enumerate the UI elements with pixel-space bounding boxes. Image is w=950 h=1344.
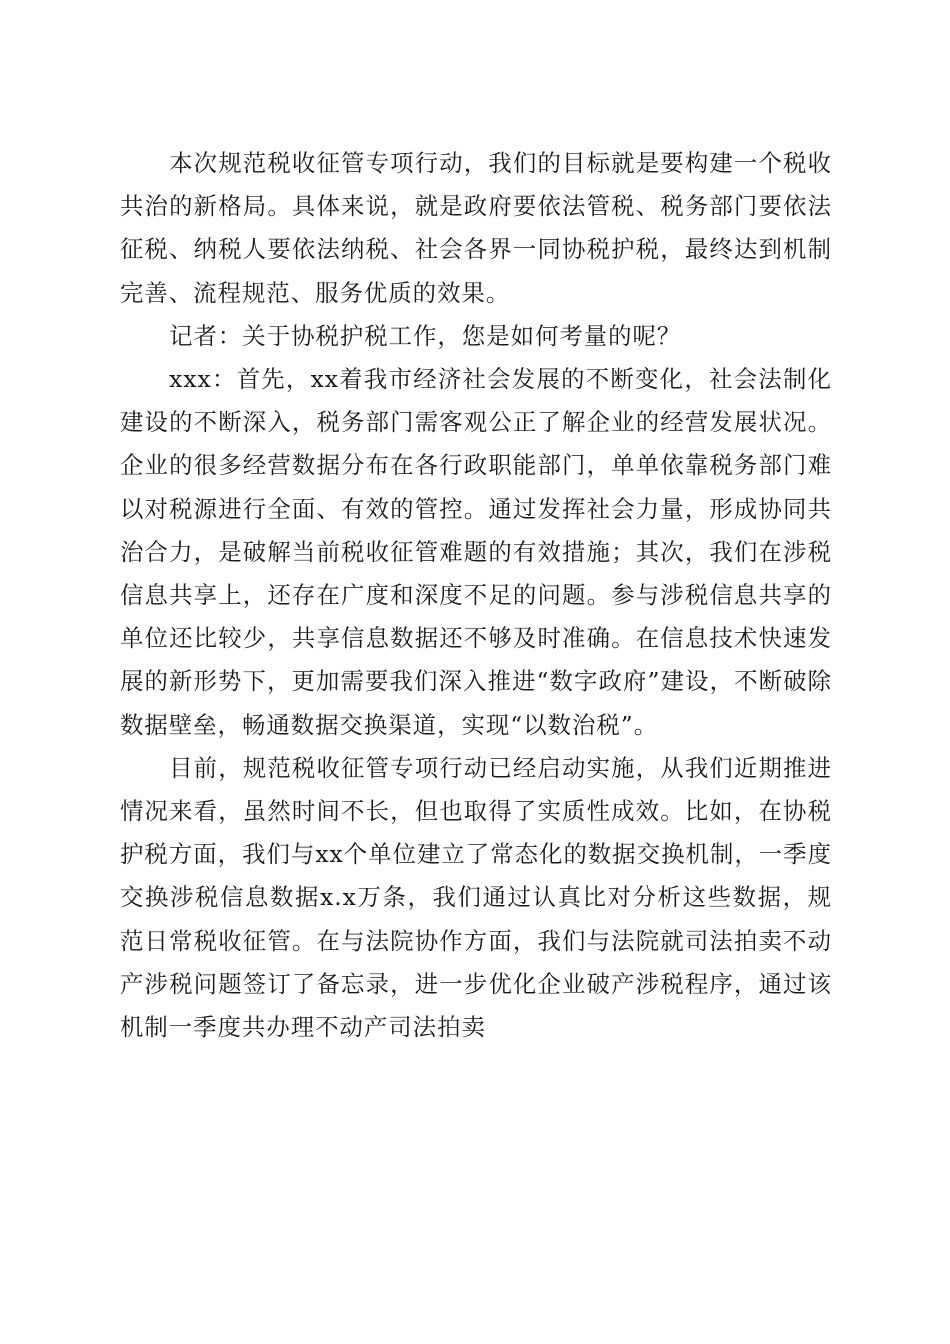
paragraph-answer: xxx：首先，xx着我市经济社会发展的不断变化，社会法制化建设的不断深入，税务部门需客观公正了解企业的经营发展状况。企业的很多经营数据分布在各行政职能部门，单单依靠税务部门难以对税源进行全面、有效的管控。通过发挥社会力量，形成协同共治合力，是破解当前税收征管难题的有效措施；其次，我们在涉税信息共享上，还存在广度和深度不足的问题。参与涉税信息共享的单位还比较少，共享信息数据还不够及时准确。在信息技术快速发展的新形势下，更加需要我们深入推进“数字政府”建设，不断破除数据壁垒，畅通数据交换渠道，实现“以数治税”。: [120, 365, 832, 739]
paragraph-progress: 目前，规范税收征管专项行动已经启动实施，从我们近期推进情况来看，虽然时间不长，但也取得了实质性成效。比如，在协税护税方面，我们与xx个单位建立了常态化的数据交换机制，一季度交换涉税信息数据x.x万条，我们通过认真比对分析这些数据，规范日常税收征管。在与法院协作方面，我们与法院就司法拍卖不动产涉税问题签订了备忘录，进一步优化企业破产涉税程序，通过该机制一季度共办理不动产司法拍卖: [120, 753, 832, 1042]
paragraph-reporter-question: 记者：关于协税护税工作，您是如何考量的呢？: [169, 321, 682, 350]
document-body: [120, 142, 832, 1049]
paragraph-goal: 本次规范税收征管专项行动，我们的目标就是要构建一个税收共治的新格局。具体来说，就是政府要依法管税、税务部门要依法征税、纳税人要依法纳税、社会各界一同协税护税，最终达到机制完善、流程规范、服务优质的效果。: [120, 149, 832, 307]
